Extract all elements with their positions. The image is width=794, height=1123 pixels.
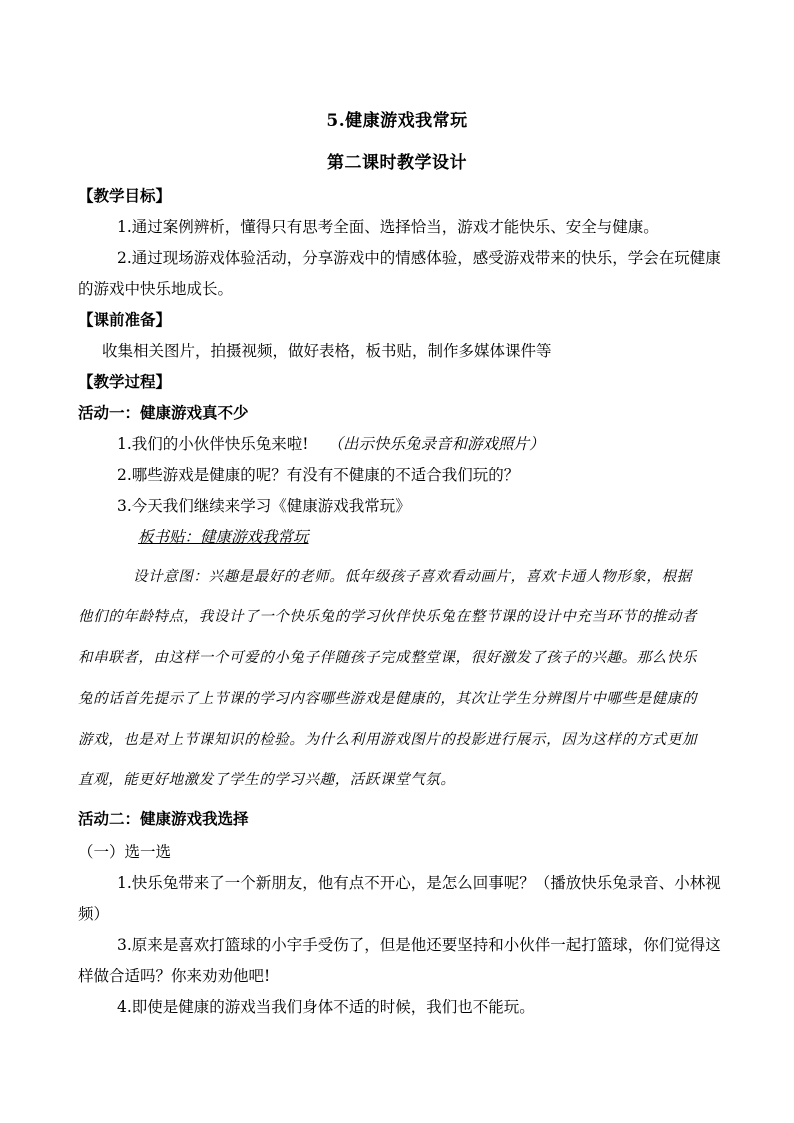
activity-2-item-3-line-1: 3.原来是喜欢打篮球的小宇手受伤了，但是他还要坚持和小伙伴一起打篮球，你们觉得这	[117, 936, 721, 954]
design-intent-line: 设计意图：兴趣是最好的老师。低年级孩子喜欢看动画片，喜欢卡通人物形象，根据	[133, 569, 692, 585]
activity-2-item-1-line-1: 1.快乐兔带来了一个新朋友，他有点不开心，是怎么回事呢？（播放快乐兔录音、小林视	[117, 874, 721, 892]
activity-1-item-1	[117, 434, 544, 454]
design-intent-line: 和串联者，由这样一个可爱的小兔子伴随孩子完成整堂课，很好激发了孩子的兴趣。那么快乐	[78, 650, 698, 666]
activity-1-item-1-text: 1.我们的小伙伴快乐兔来啦!	[117, 435, 309, 453]
lesson-title: 5.健康游戏我常玩	[326, 111, 468, 131]
activity-2-subheading: （一）选一选	[78, 843, 172, 861]
lesson-subtitle: 第二课时教学设计	[327, 153, 467, 173]
activity-1-item-3: 3.今天我们继续来学习《健康游戏我常玩》	[117, 497, 411, 515]
activity-2-heading: 活动二：健康游戏我选择	[78, 809, 249, 828]
design-intent-line: 兔的话首先提示了上节课的学习内容哪些游戏是健康的，其次让学生分辨图片中哪些是健康的	[78, 691, 698, 707]
activity-2-item-4: 4.即使是健康的游戏当我们身体不适的时候，我们也不能玩。	[117, 998, 535, 1016]
objective-item-1: 1.通过案例辨析，懂得只有思考全面、选择恰当，游戏才能快乐、安全与健康。	[117, 218, 659, 236]
activity-1-item-2: 2.哪些游戏是健康的呢？有没有不健康的不适合我们玩的？	[117, 466, 520, 484]
design-intent-line: 直观，能更好地激发了学生的学习兴趣，活跃课堂气氛。	[78, 772, 456, 788]
preparation-heading: 【课前准备】	[78, 310, 172, 329]
design-intent-line: 游戏，也是对上节课知识的检验。为什么利用游戏图片的投影进行展示，因为这样的方式更加	[78, 732, 698, 748]
board-note: 板书贴：健康游戏我常玩	[138, 528, 309, 546]
objectives-heading: 【教学目标】	[78, 186, 172, 205]
activity-1-item-1-note: （出示快乐兔录音和游戏照片）	[327, 435, 545, 453]
objective-item-2-line-2: 的游戏中快乐地成长。	[78, 280, 234, 298]
activity-2-item-1-line-2: 频）	[78, 905, 110, 923]
design-intent-line: 他们的年龄特点，我设计了一个快乐兔的学习伙伴快乐兔在整节课的设计中充当环节的推动者	[78, 609, 698, 625]
process-heading: 【教学过程】	[78, 372, 172, 391]
activity-1-heading: 活动一：健康游戏真不少	[78, 403, 249, 422]
objective-item-2-line-1: 2.通过现场游戏体验活动，分享游戏中的情感体验，感受游戏带来的快乐，学会在玩健康	[117, 249, 721, 267]
preparation-text: 收集相关图片，拍摄视频，做好表格，板书贴，制作多媒体课件等	[102, 342, 552, 360]
activity-2-item-3-line-2: 样做合适吗？你来劝劝他吧!	[78, 967, 271, 985]
